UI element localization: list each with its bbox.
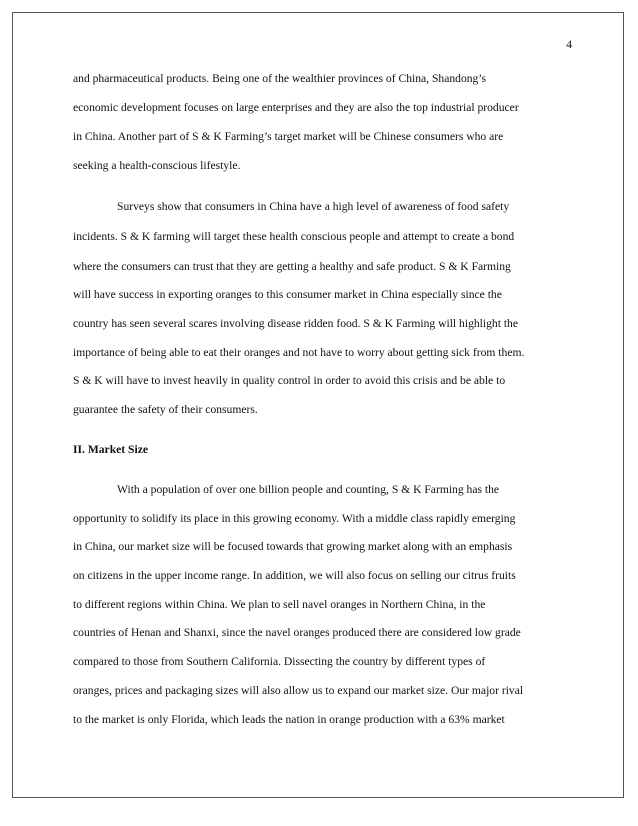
- paragraph-line: where the consumers can trust that they are getting a healthy and safe product. S & K Farming: [73, 260, 511, 273]
- paragraph-line: opportunity to solidify its place in this growing economy. With a middle class rapidly emerging: [73, 512, 516, 525]
- paragraph-line: guarantee the safety of their consumers.: [73, 403, 258, 416]
- paragraph-line: seeking a health-conscious lifestyle.: [73, 159, 241, 172]
- paragraph-line: countries of Henan and Shanxi, since the navel oranges produced there are considered low grade: [73, 626, 521, 639]
- paragraph-line: in China, our market size will be focused towards that growing market along with an emphasis: [73, 540, 513, 553]
- paragraph-line: on citizens in the upper income range. In addition, we will also focus on selling our citrus fruits: [73, 569, 516, 582]
- paragraph-line: S & K will have to invest heavily in quality control in order to avoid this crisis and be able to: [73, 374, 506, 387]
- paragraph-line: oranges, prices and packaging sizes will also allow us to expand our market size. Our major rival: [73, 684, 524, 697]
- paragraph-line: to the market is only Florida, which leads the nation in orange production with a 63% market: [73, 713, 505, 726]
- paragraph-line: With a population of over one billion people and counting, S & K Farming has the: [117, 483, 500, 496]
- page-number: 4: [566, 38, 572, 51]
- paragraph-line: importance of being able to eat their oranges and not have to worry about getting sick from them.: [73, 346, 525, 359]
- paragraph-line: compared to those from Southern California. Dissecting the country by different types of: [73, 655, 486, 668]
- paragraph-line: incidents. S & K farming will target these health conscious people and attempt to create a bond: [73, 230, 515, 243]
- paragraph-line: in China. Another part of S & K Farming’s target market will be Chinese consumers who are: [73, 130, 504, 143]
- paragraph-line: to different regions within China. We plan to sell navel oranges in Northern China, in the: [73, 598, 486, 611]
- paragraph-line: will have success in exporting oranges to this consumer market in China especially since the: [73, 288, 502, 301]
- paragraph-line: Surveys show that consumers in China have a high level of awareness of food safety: [117, 200, 510, 213]
- paragraph-line: and pharmaceutical products. Being one of the wealthier provinces of China, Shandong’s: [73, 72, 487, 85]
- section-heading: II. Market Size: [73, 443, 149, 456]
- paragraph-line: economic development focuses on large enterprises and they are also the top industrial producer: [73, 101, 519, 114]
- paragraph-line: country has seen several scares involving disease ridden food. S & K Farming will highlight the: [73, 317, 518, 330]
